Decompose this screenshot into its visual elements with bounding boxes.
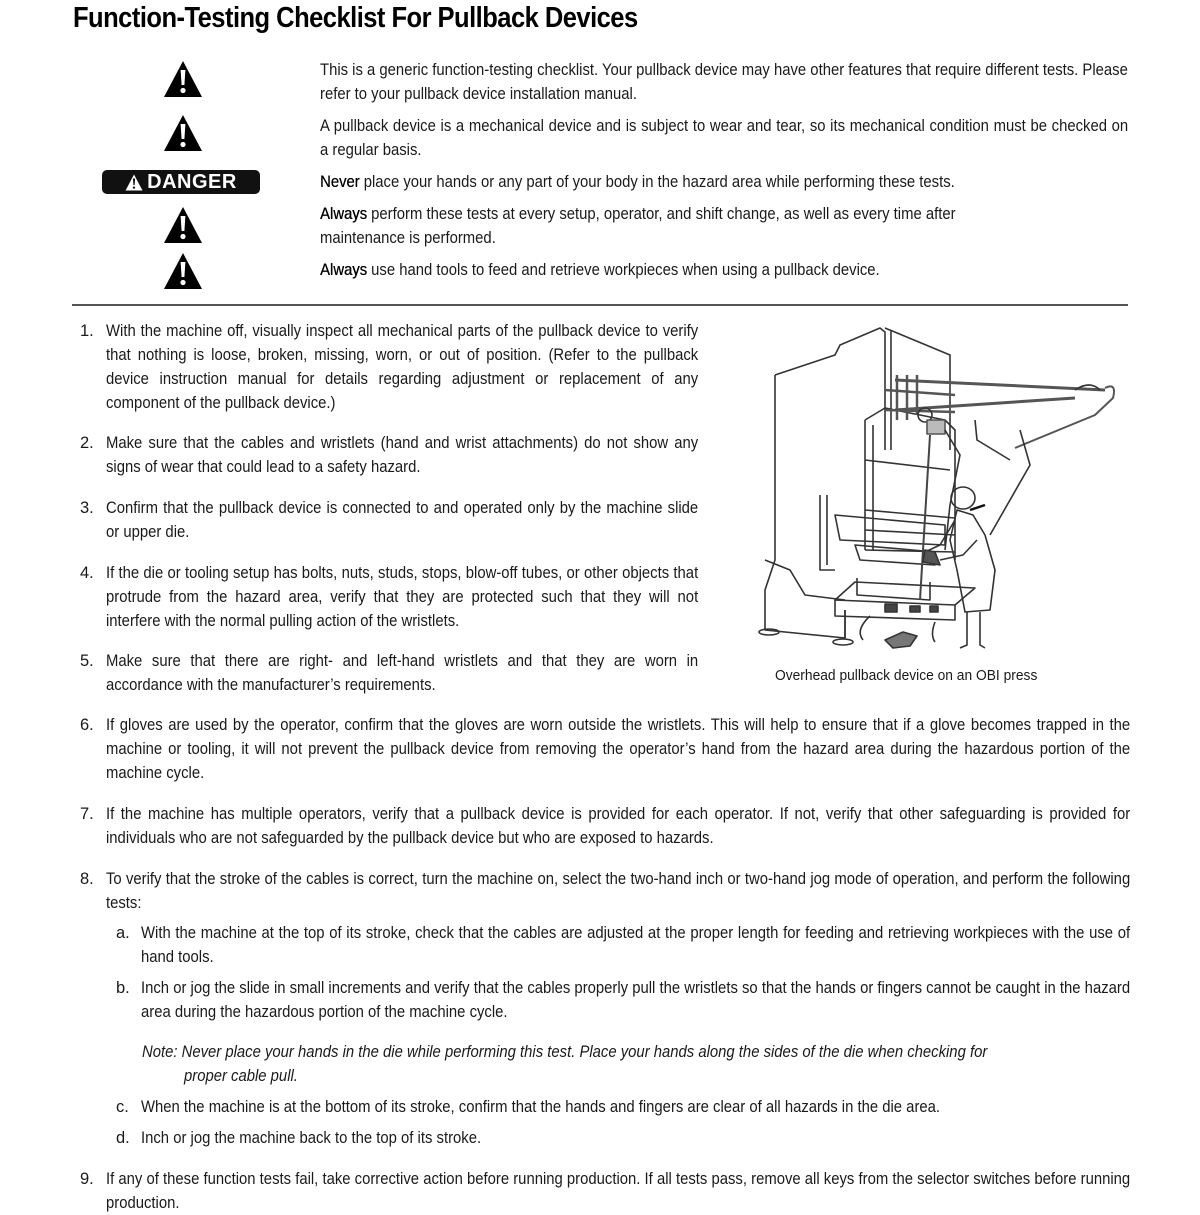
subitem-letter: d. [116,1129,130,1147]
subitem-letter: a. [116,924,130,942]
emphasis-never: Never [320,173,360,191]
item-text: With the machine off, visually inspect all mechanical parts of the pullback device to verify that nothing is loose, broken, missing, worn, or out of position. (Refer to the pullback device instruction manual for details regarding adjustment or replacement of any component of the pullback device.) [106,322,699,412]
subitem-letter: b. [116,979,130,997]
subitem-text: With the machine at the top of its stroke, check that the cables are adjusted at the proper length for feeding and retrieving workpieces with the use of hand tools. [141,924,1131,966]
page-title: Function-Testing Checklist For Pullback Devices [73,2,638,34]
figure-caption: Overhead pullback device on an OBI press [775,667,1038,684]
intro-paragraph: A pullback device is a mechanical device and is subject to wear and tear, so its mechanical condition must be checked on a regular basis. [320,117,1129,159]
item-number: 4. [80,564,94,582]
note-line-2: proper cable pull. [184,1067,298,1085]
item-number: 1. [80,322,94,340]
item-number: 9. [80,1170,94,1188]
item-text: If any of these function tests fail, take corrective action before running production. If all tests pass, remove all keys from the selector switches before running production. [106,1170,1131,1212]
subitem-text: Inch or jog the slide in small increments and verify that the cables properly pull the wristlets so that the hands or fingers cannot be caught in the hazard area during the hazardous portion of the machine cycle. [141,979,1131,1021]
emphasis-always: Always [320,261,368,279]
danger-label: DANGER [147,170,237,193]
danger-badge [102,170,260,194]
subitem-text: Inch or jog the machine back to the top of its stroke. [141,1129,482,1147]
danger-triangle-icon [125,174,143,191]
warning-triangle-icon [163,206,203,244]
item-number: 2. [80,434,94,452]
item-text: If the machine has multiple operators, verify that a pullback device is provided for each operator. If not, verify that other safeguarding is provided for individuals who are not safeguarded by the pullback device but who are exposed to hazards. [106,805,1131,847]
subitem-text: When the machine is at the bottom of its stroke, confirm that the hands and fingers are clear of all hazards in the die area. [141,1098,941,1116]
warning-triangle-icon [163,114,203,152]
item-number: 3. [80,499,94,517]
item-number: 8. [80,870,94,888]
item-text: If gloves are used by the operator, confirm that the gloves are worn outside the wristlets. This will help to ensure that if a glove becomes trapped in the machine or tooling, it will not prevent the pullback device from removing the operator’s hand from the hazard area during the hazardous portion of the machine cycle. [106,716,1131,782]
subitem-letter: c. [116,1098,129,1116]
item-number: 6. [80,716,94,734]
item-text: If the die or tooling setup has bolts, nuts, studs, stops, blow-off tubes, or other objects that protrude from the hazard area, verify that they are protected such that they will not interfere with the normal pulling action of the wristlets. [106,564,699,630]
obi-press-illustration [745,320,1125,650]
intro-paragraph: Always use hand tools to feed and retrieve workpieces when using a pullback device. [320,261,880,279]
intro-paragraph: Never place your hands or any part of your body in the hazard area while performing these tests. [320,173,955,191]
intro-paragraph: This is a generic function-testing checklist. Your pullback device may have other features that require different tests. Please refer to your pullback device installation manual. [320,61,1128,103]
item-number: 5. [80,652,94,670]
item-text: Make sure that there are right- and left-hand wristlets and that they are worn in accordance with the manufacturer’s requirements. [106,652,699,694]
section-divider [72,304,1128,306]
warning-triangle-icon [163,60,203,98]
item-text: To verify that the stroke of the cables is correct, turn the machine on, select the two-hand inch or two-hand jog mode of operation, and perform the following tests: [106,870,1131,912]
item-number: 7. [80,805,94,823]
emphasis-always: Always [320,205,368,223]
note-line-1: Note: Never place your hands in the die while performing this test. Place your hands along the sides of the die when checking for [142,1043,988,1061]
item-text: Confirm that the pullback device is connected to and operated only by the machine slide or upper die. [106,499,699,541]
intro-paragraph: Always perform these tests at every setup, operator, and shift change, as well as every time after maintenance is performed. [320,205,956,247]
item-text: Make sure that the cables and wristlets (hand and wrist attachments) do not show any signs of wear that could lead to a safety hazard. [106,434,699,476]
warning-triangle-icon [163,252,203,290]
